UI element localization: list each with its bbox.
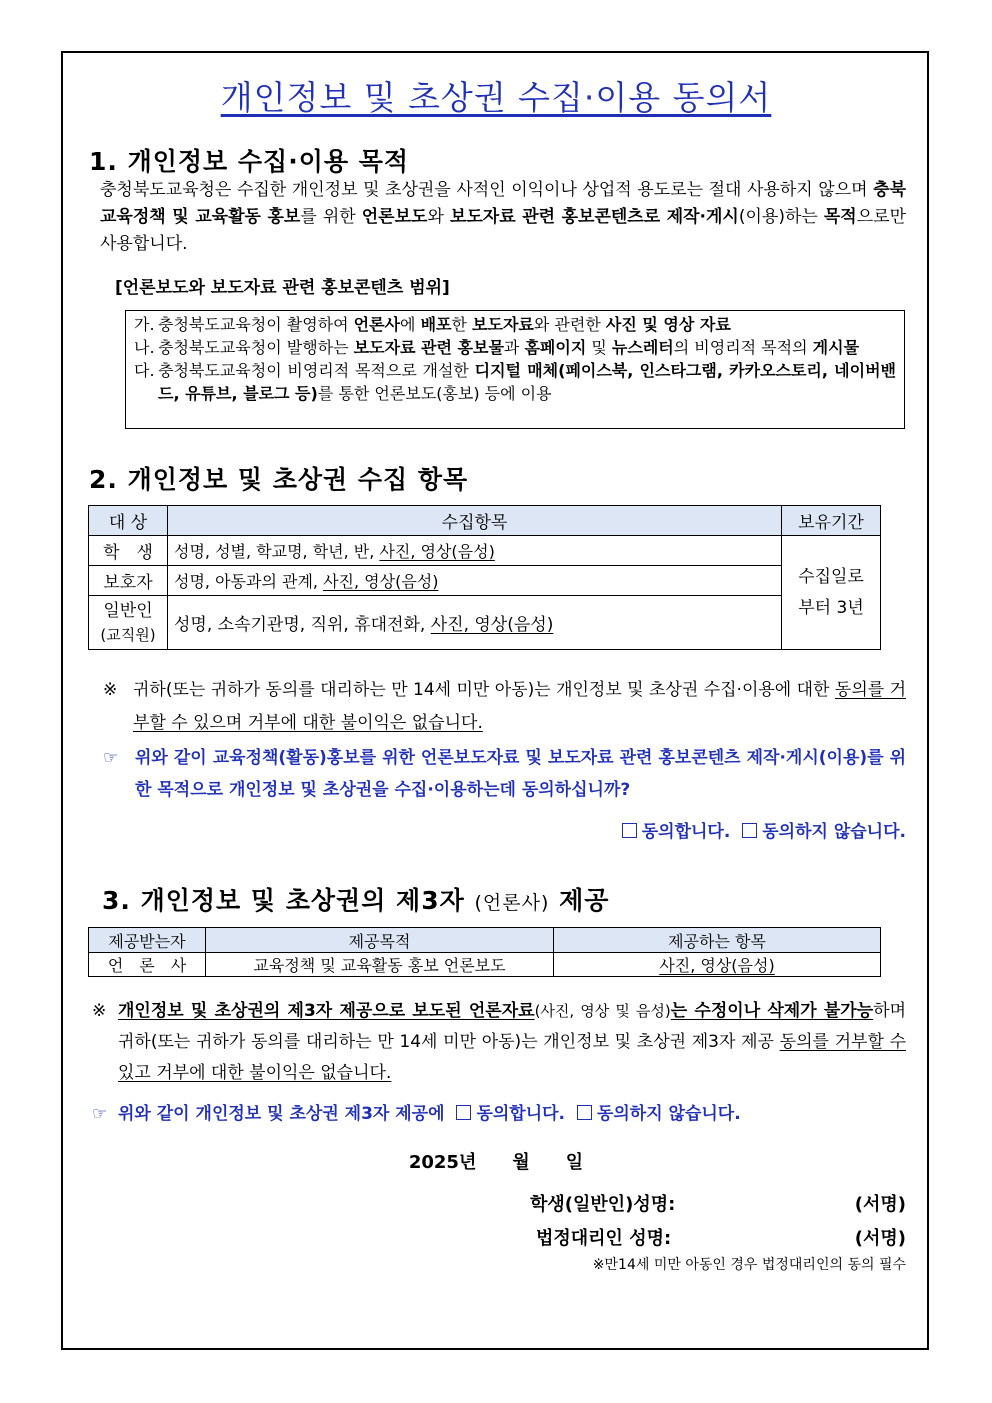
section-3-note: ※ 개인정보 및 초상권의 제3자 제공으로 보도된 언론자료(사진, 영상 및 음성)는 수정이나 삭제가 불가능하며 귀하(또는 귀하가 동의를 대리하는 만 14세 미만 아동)는 개인정보 및 초상권 제3자 제공 동의를 거부할 수 있고 거부에 대한 불이익은 없습니다. — [92, 1001, 906, 1083]
disagree-checkbox[interactable] — [742, 823, 757, 838]
period-cell: 수집일로 부터 3년 — [782, 536, 881, 650]
col-items-header: 수집항목 — [168, 506, 782, 536]
third-party-agree-checkbox[interactable] — [456, 1105, 471, 1120]
col-provided-items-header: 제공하는 항목 — [554, 928, 881, 953]
scope-item: 나. 충청북도교육청이 발행하는 보도자료 관련 홍보물과 홈페이지 및 뉴스레터의 비영리적 목적의 게시물 — [134, 338, 860, 357]
section-1-paragraph: 충청북도교육청은 수집한 개인정보 및 초상권을 사적인 이익이나 상업적 용도로는 절대 사용하지 않으며 충북교육정책 및 교육활동 홍보를 위한 언론보도와 보도자료 관련 홍보콘텐츠로 제작·게시(이용)하는 목적으로만 사용합니다. — [100, 180, 907, 254]
recipient-cell: 언 론 사 — [89, 953, 206, 977]
scope-heading: [언론보도와 보도자료 관련 홍보콘텐츠 범위] — [115, 278, 450, 298]
items-cell: 성명, 성별, 학교명, 학년, 반, 사진, 영상(음성) — [168, 536, 782, 566]
section-2-consent-options — [500, 817, 906, 842]
provided-items-cell: 사진, 영상(음성) — [554, 953, 881, 977]
scope-item: 가. 충청북도교육청이 촬영하여 언론사에 배포한 보도자료와 관련한 사진 및 영상 자료 — [134, 315, 731, 334]
student-signature-mark[interactable]: (서명) — [854, 1194, 906, 1215]
collection-items-table — [88, 505, 881, 650]
third-party-agree-label: 동의합니다. — [476, 1104, 566, 1124]
section-2-heading: 2. 개인정보 및 초상권 수집 항목 — [89, 465, 469, 494]
table-row — [89, 566, 881, 596]
guardian-signature-mark[interactable]: (서명) — [854, 1228, 906, 1249]
target-cell: 보호자 — [89, 566, 168, 596]
footnote: ※만14세 미만 아동인 경우 법정대리인의 동의 필수 — [592, 1257, 906, 1273]
student-signature-label: 학생(일반인)성명: — [530, 1194, 676, 1215]
table-row — [89, 953, 881, 977]
agree-label: 동의합니다. — [641, 822, 731, 842]
scope-item: 다. 충청북도교육청이 비영리적 목적으로 개설한 디지털 매체(페이스북, 인스타그램, 카카오스토리, 네이버밴드, 유튜브, 블로그 등)를 통한 언론보도(홍보) 등에 이용 — [134, 361, 896, 403]
target-cell: 일반인 (교직원) — [89, 596, 168, 650]
col-target-header: 대 상 — [89, 506, 168, 536]
table-row — [89, 596, 881, 650]
scope-box — [125, 310, 905, 429]
third-party-disagree-checkbox[interactable] — [577, 1105, 592, 1120]
section-3-question: ☞ 위와 같이 개인정보 및 초상권 제3자 제공에 동의합니다. 동의하지 않습니다. — [92, 1104, 741, 1124]
section-2-note: ※ 귀하(또는 귀하가 동의를 대리하는 만 14세 미만 아동)는 개인정보 및 초상권 수집·이용에 대한 동의를 거부할 수 있으며 거부에 대한 불이익은 없습니다. — [103, 680, 906, 733]
third-party-disagree-label: 동의하지 않습니다. — [596, 1104, 741, 1124]
agree-checkbox[interactable] — [622, 823, 637, 838]
col-purpose-header: 제공목적 — [206, 928, 554, 953]
items-cell: 성명, 소속기관명, 직위, 휴대전화, 사진, 영상(음성) — [168, 596, 782, 650]
col-period-header: 보유기간 — [782, 506, 881, 536]
disagree-label: 동의하지 않습니다. — [762, 822, 906, 842]
section-2-question: ☞ 위와 같이 교육정책(활동)홍보를 위한 언론보도자료 및 보도자료 관련 홍보콘텐츠 제작·게시(이용)를 위한 목적으로 개인정보 및 초상권을 수집·이용하는데 동의하십니까? — [103, 748, 906, 800]
col-recipient-header: 제공받는자 — [89, 928, 206, 953]
section-3-heading: 3. 개인정보 및 초상권의 제3자 (언론사) 제공 — [102, 886, 610, 915]
section-1-heading: 1. 개인정보 수집·이용 목적 — [89, 147, 410, 176]
purpose-cell: 교육정책 및 교육활동 홍보 언론보도 — [206, 953, 554, 977]
guardian-signature-label: 법정대리인 성명: — [536, 1228, 672, 1249]
third-party-table — [88, 927, 881, 977]
target-cell: 학 생 — [89, 536, 168, 566]
table-row — [89, 536, 881, 566]
document-title: 개인정보 및 초상권 수집·이용 동의서 — [220, 78, 772, 117]
date-line: 2025년 월 일 — [408, 1152, 584, 1173]
items-cell: 성명, 아동과의 관계, 사진, 영상(음성) — [168, 566, 782, 596]
